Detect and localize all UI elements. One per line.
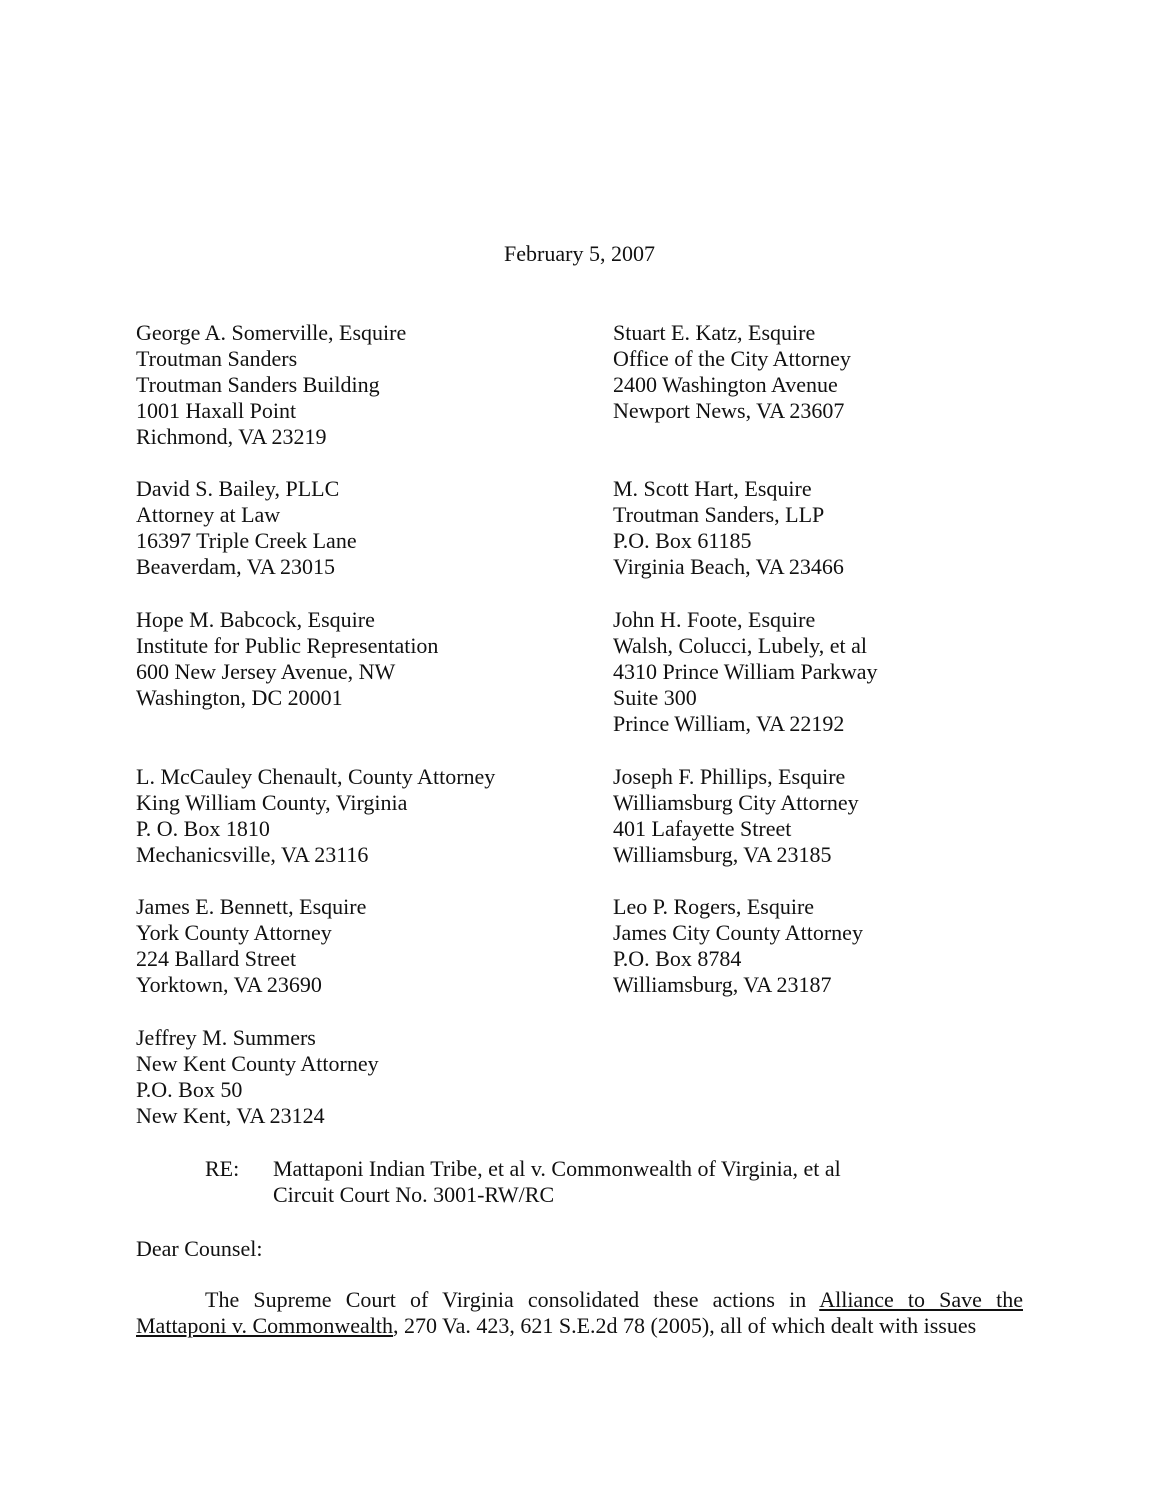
address-line: Stuart E. Katz, Esquire: [613, 320, 816, 345]
address-line: Williamsburg City Attorney: [613, 790, 859, 815]
case-citation-part2: Mattaponi v. Commonwealth: [136, 1313, 394, 1338]
address-line: Office of the City Attorney: [613, 346, 851, 371]
paragraph-line: [136, 1287, 1023, 1313]
body-paragraph: [136, 1287, 1023, 1339]
address-line: James E. Bennett, Esquire: [136, 894, 367, 919]
address-block: [613, 764, 859, 868]
address-line: P.O. Box 61185: [613, 528, 752, 553]
address-line: Williamsburg, VA 23185: [613, 842, 832, 867]
address-line: Prince William, VA 22192: [613, 711, 845, 736]
address-line: 1001 Haxall Point: [136, 398, 297, 423]
case-citation-part1: Alliance to Save the: [819, 1287, 1023, 1312]
address-block: [136, 894, 366, 998]
address-line: Richmond, VA 23219: [136, 424, 327, 449]
paragraph-text: The Supreme Court of Virginia consolidated these actions in: [205, 1287, 807, 1312]
address-block: [136, 476, 357, 580]
salutation: Dear Counsel:: [136, 1236, 263, 1261]
address-line: P.O. Box 50: [136, 1077, 243, 1102]
letter-date: February 5, 2007: [504, 241, 655, 266]
address-line: New Kent County Attorney: [136, 1051, 379, 1076]
address-line: Attorney at Law: [136, 502, 281, 527]
address-line: Washington, DC 20001: [136, 685, 343, 710]
address-line: Yorktown, VA 23690: [136, 972, 322, 997]
re-subject: [273, 1156, 841, 1208]
address-line: Troutman Sanders Building: [136, 372, 380, 397]
paragraph-line: [136, 1313, 1023, 1339]
address-line: L. McCauley Chenault, County Attorney: [136, 764, 496, 789]
address-line: Mechanicsville, VA 23116: [136, 842, 369, 867]
address-block: [136, 320, 406, 450]
address-line: Jeffrey M. Summers: [136, 1025, 316, 1050]
address-line: King William County, Virginia: [136, 790, 408, 815]
address-block: [136, 607, 438, 711]
re-case-number: Circuit Court No. 3001-RW/RC: [273, 1182, 555, 1207]
address-line: 2400 Washington Avenue: [613, 372, 838, 397]
paragraph-text: , 270 Va. 423, 621 S.E.2d 78 (2005), all of which dealt with issues: [393, 1313, 977, 1338]
re-case-title: Mattaponi Indian Tribe, et al v. Commonwealth of Virginia, et al: [273, 1156, 841, 1181]
address-line: Leo P. Rogers, Esquire: [613, 894, 815, 919]
address-line: P. O. Box 1810: [136, 816, 270, 841]
address-line: Williamsburg, VA 23187: [613, 972, 832, 997]
address-line: P.O. Box 8784: [613, 946, 742, 971]
address-line: M. Scott Hart, Esquire: [613, 476, 812, 501]
address-line: York County Attorney: [136, 920, 332, 945]
address-line: New Kent, VA 23124: [136, 1103, 325, 1128]
address-block: [613, 476, 844, 580]
address-line: John H. Foote, Esquire: [613, 607, 816, 632]
address-line: Beaverdam, VA 23015: [136, 554, 335, 579]
address-line: Troutman Sanders: [136, 346, 298, 371]
address-block: [613, 320, 851, 424]
address-line: Joseph F. Phillips, Esquire: [613, 764, 846, 789]
address-line: Troutman Sanders, LLP: [613, 502, 825, 527]
address-block: [613, 607, 878, 737]
address-block: [136, 764, 495, 868]
address-block: [136, 1025, 379, 1129]
address-line: George A. Somerville, Esquire: [136, 320, 407, 345]
address-line: Suite 300: [613, 685, 697, 710]
address-line: David S. Bailey, PLLC: [136, 476, 340, 501]
address-block: [613, 894, 863, 998]
address-line: Institute for Public Representation: [136, 633, 439, 658]
address-line: 600 New Jersey Avenue, NW: [136, 659, 396, 684]
address-line: Hope M. Babcock, Esquire: [136, 607, 375, 632]
address-line: 4310 Prince William Parkway: [613, 659, 878, 684]
re-label: RE:: [205, 1156, 240, 1181]
address-line: Newport News, VA 23607: [613, 398, 845, 423]
address-line: James City County Attorney: [613, 920, 863, 945]
address-line: 224 Ballard Street: [136, 946, 297, 971]
address-line: Virginia Beach, VA 23466: [613, 554, 844, 579]
address-line: 16397 Triple Creek Lane: [136, 528, 357, 553]
address-line: Walsh, Colucci, Lubely, et al: [613, 633, 868, 658]
address-line: 401 Lafayette Street: [613, 816, 792, 841]
